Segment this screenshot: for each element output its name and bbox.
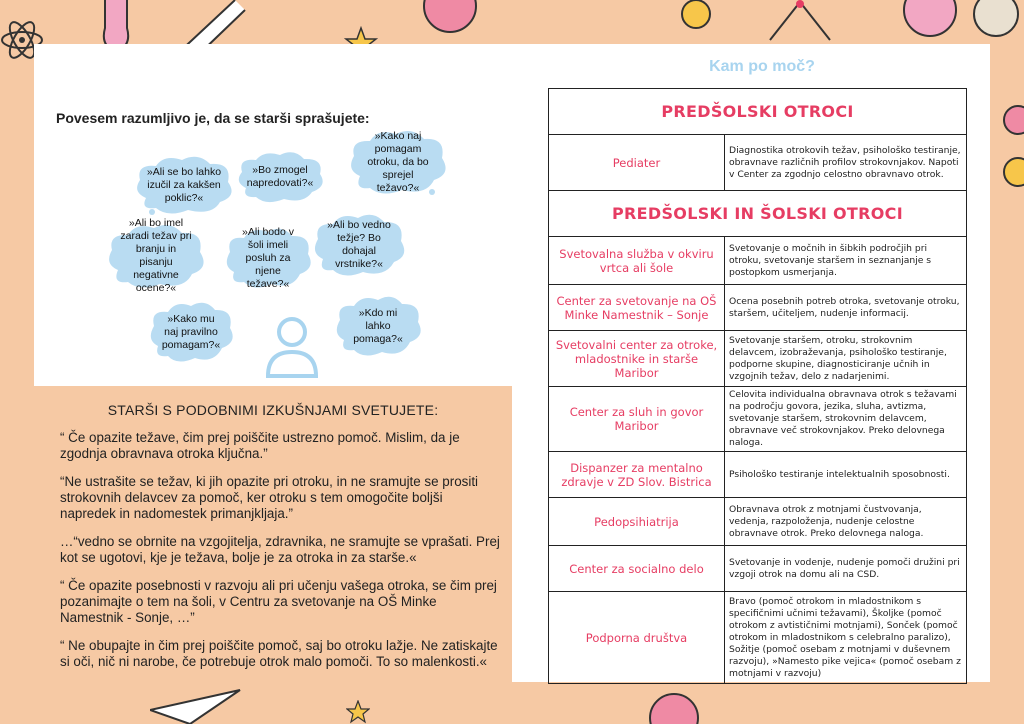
advice-quote: “ Če opazite težave, čim prej poiščite ustrezno pomoč. Mislim, da je zgodnja obravnava otroka ključna.” (60, 430, 460, 461)
service-description: Psihološko testiranje intelektualnih sposobnosti. (725, 452, 967, 498)
service-name: Svetovalna služba v okviru vrtca ali šole (549, 237, 725, 285)
table-row (549, 237, 967, 285)
cloud-question: »Ali se bo lahko izučil za kakšen poklic?« (146, 165, 222, 204)
table-row (549, 498, 967, 546)
advice-quote: “ Če opazite posebnosti v razvoju ali pri učenju vašega otroka, se čim prej pozanimajte o tem na šoli, v Centru za svetovanje na OŠ Minke Namestnik - Sonje, …” (60, 578, 497, 625)
advice-title: STARŠI S PODOBNIMI IZKUŠNJAMI SVETUJETE: (107, 402, 439, 418)
service-description: Svetovanje staršem, otroku, strokovnim delavcem, izobraževanja, psihološko testiranje, podporne skupine, diagnosticiranje učnih in vzgojnih težav, delo z nadarjenimi. (725, 331, 967, 387)
service-name: Pedopsihiatrija (549, 498, 725, 546)
service-name: Center za sluh in govor Maribor (549, 387, 725, 452)
cloud-question: »Ali bodo v šoli imeli posluh za njene težave?« (242, 225, 294, 290)
advice-quotes (60, 430, 500, 682)
thought-cloud (132, 154, 236, 216)
cloud-question: »Kako mu naj pravilno pomagam?« (161, 312, 221, 351)
thought-cloud (146, 300, 236, 364)
service-description: Svetovanje in vodenje, nudenje pomoči družini pri vzgoji otrok na domu ali na CSD. (725, 546, 967, 592)
services-table (548, 88, 967, 684)
table-row (549, 546, 967, 592)
thought-cloud (346, 128, 450, 196)
advice-quote: “Ne ustrašite se težav, ki jih opazite pri otroku, in ne sramujte se prositi strokovnih delavcev za pomoč, ker otroku s tem omogočite boljši napredek in nadomestek primanjkljaja.” (60, 474, 479, 521)
service-name: Podporna društva (549, 592, 725, 684)
service-description: Svetovanje o močnih in šibkih področjih pri otroku, svetovanje staršem in seznanjanje s postopkom usmerjanja. (725, 237, 967, 285)
cloud-question: »Kdo mi lahko pomaga?« (353, 306, 403, 345)
table-row (549, 285, 967, 331)
thought-cloud (310, 212, 408, 278)
service-name: Dispanzer za mentalno zdravje v ZD Slov. Bistrica (549, 452, 725, 498)
star-bottom-doodle-icon (346, 700, 370, 724)
service-name: Center za svetovanje na OŠ Minke Namestnik – Sonje (549, 285, 725, 331)
globe-doodle-icon (900, 0, 1024, 44)
advice-quote: …“vedno se obrnite na vzgojitelja, zdravnika, ne sramujte se vprašati. Prej kot se ugotovi, kje je težava, bolje je za otroka in za starše.« (60, 534, 500, 565)
thought-cloud (222, 226, 314, 290)
thought-cloud (104, 217, 208, 294)
planet-doodle-icon (410, 0, 490, 40)
compass-doodle-icon (760, 0, 840, 44)
planet-bottom-doodle-icon (630, 684, 720, 724)
thought-cloud (332, 294, 424, 358)
service-description: Ocena posebnih potreb otroka, svetovanje otroku, staršem, učiteljem, nudenje informacij. (725, 285, 967, 331)
cloud-question: »Bo zmogel napredovati?« (246, 164, 314, 189)
questions-heading: Povesem razumljivo je, da se starši sprašujete: (56, 110, 370, 126)
section-heading-preschool-school: PREDŠOLSKI IN ŠOLSKI OTROCI (549, 191, 967, 237)
table-row (549, 592, 967, 684)
table-row (549, 452, 967, 498)
table-row (549, 387, 967, 452)
cloud-question: »Ali bo vedno težje? Bo dohajal vrstnike?« (327, 219, 391, 270)
cloud-question: »Ali bo imel zaradi težav pri branju in pisanju negativne ocene?« (120, 217, 192, 294)
person-icon (262, 314, 322, 378)
service-description: Bravo (pomoč otrokom in mladostnikom s specifičnimi učnimi težavami), Školjke (pomoč otrokom z avtističnimi motnjami), Sonček (pomoč otrokom in mladostnikom s celebralno paralizo), Sožitje (pomoč osebam z motnjami v duševnem razvoju), »Namesto pike vejica« (pomoč osebam z motnjami v razvoju) (725, 592, 967, 684)
service-description: Celovita individualna obravnava otrok s težavami na področju govora, jezika, sluha, avtizma, svetovanje staršem, strokovnim delavcem, obravnave več strokovnjakov. Preko delovnega naloga. (725, 387, 967, 452)
advice-quote: “ Ne obupajte in čim prej poiščite pomoč, saj bo otroku lažje. Ne zatiskajte si oči, nič ni narobe, če potrebuje otrok malo pomoči. To so malenkosti.« (60, 638, 498, 669)
section-row (549, 191, 967, 237)
table-row (549, 331, 967, 387)
section-heading-preschool: PREDŠOLSKI OTROCI (549, 89, 967, 135)
service-name: Pediater (549, 135, 725, 191)
service-description: Diagnostika otrokovih težav, psihološko testiranje, obravnave različnih profilov strokovnjakov. Napoti v Center za zgodnjo celostno obravnavo otrok. (725, 135, 967, 191)
paper-plane-doodle-icon (150, 680, 250, 724)
service-name: Svetovalni center za otroke, mladostnike in starše Maribor (549, 331, 725, 387)
thought-cloud (234, 150, 326, 204)
scissors-doodle-icon (990, 80, 1024, 200)
section-row (549, 89, 967, 135)
cloud-question: »Kako naj pomagam otroku, da bo sprejel težavo?« (367, 129, 429, 194)
service-name: Center za socialno delo (549, 546, 725, 592)
lightbulb-doodle-icon (676, 0, 716, 40)
services-title: Kam po moč? (709, 58, 815, 75)
service-description: Obravnava otrok z motnjami čustvovanja, vedenja, razpoloženja, nudenje celostne obravnave otrok. Preko delovnega naloga. (725, 498, 967, 546)
table-row (549, 135, 967, 191)
